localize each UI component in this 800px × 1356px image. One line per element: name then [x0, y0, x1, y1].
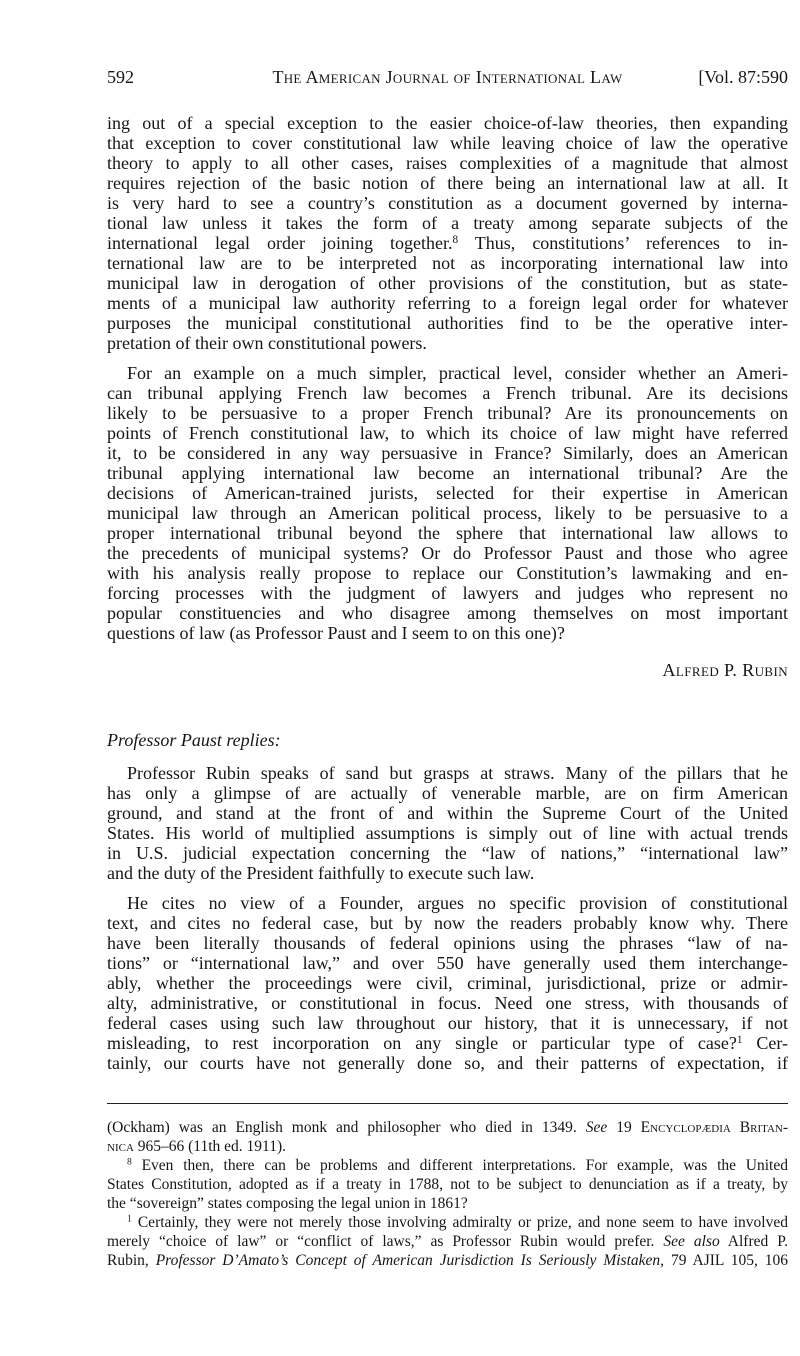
italic-text: Professor D’Amato’s Concept of American Jurisdiction Is Seriously Mistaken,	[155, 1252, 665, 1269]
text-line: and the duty of the President faithfully to execute such law.	[107, 863, 535, 883]
text-run: Even then, there can be problems and different interpretations. For example, was the United	[131, 1157, 788, 1174]
small-caps-text: nica	[107, 1138, 134, 1155]
text-line: the precedents of municipal systems? Or do Professor Paust and those who agree	[107, 543, 788, 563]
text-line: ground, and stand at the front of and within the Supreme Court of the United	[107, 803, 788, 823]
italic-text: See	[585, 1119, 608, 1136]
text-run: 965–66 (11th ed. 1911).	[133, 1138, 286, 1155]
small-caps-text: Encyclopædia Britan-	[640, 1119, 789, 1136]
text-line: municipal law in derogation of other provisions of the constitution, but as state-	[107, 273, 788, 293]
text-line: forcing processes with the judgment of lawyers and judges who represent no	[107, 583, 788, 603]
text-line	[107, 1118, 788, 1137]
text-line	[107, 1033, 788, 1053]
text-line: He cites no view of a Founder, argues no specific provision of constitutional	[127, 893, 788, 913]
footnote-marker: 1	[736, 1033, 743, 1046]
text-run: Certainly, they were not merely those involving admiralty or prize, and none seem to have involved	[131, 1214, 788, 1231]
text-line	[107, 1213, 788, 1232]
text-line: tions” or “international law,” and over 550 have generally used them interchange-	[107, 953, 788, 973]
text-line: proper international tribunal beyond the sphere that international law allows to	[107, 523, 788, 543]
text-line: Professor Rubin speaks of sand but grasps at straws. Many of the pillars that he	[127, 763, 788, 783]
text-line: tional law unless it takes the form of a treaty among separate subjects of the	[107, 213, 788, 233]
text-line: points of French constitutional law, to which its choice of law might have referred	[107, 423, 788, 443]
text-run: Alfred P.	[719, 1233, 789, 1250]
text-line: decisions of American-trained jurists, selected for their expertise in American	[107, 483, 788, 503]
text-line: States Constitution, adopted as if a treaty in 1788, not to be subject to denunciation as if a treaty, by	[107, 1176, 788, 1193]
text-run: misleading, to rest incorporation on any single or particular type of case?	[107, 1033, 737, 1053]
text-line: pretation of their own constitutional powers.	[107, 333, 427, 353]
footnotes	[107, 1118, 788, 1270]
text-line: is very hard to see a country’s constitution as a document governed by interna-	[107, 193, 788, 213]
paragraph	[107, 893, 788, 1073]
text-line: ments of a municipal law authority referring to a foreign legal order for whatever	[107, 293, 788, 313]
text-run: merely “choice of law” or “conflict of laws,” as Professor Rubin would prefer.	[107, 1233, 664, 1250]
section-heading: Professor Paust replies:	[107, 730, 281, 750]
running-header	[107, 66, 788, 88]
text-line: can tribunal applying French law becomes a French tribunal. Are its decisions	[107, 383, 788, 403]
text-line: text, and cites no federal case, but by now the readers probably know why. There	[107, 913, 788, 933]
footnote-continued	[107, 1118, 788, 1156]
paust-reply-body	[107, 763, 788, 1083]
text-run: 19	[607, 1119, 641, 1136]
footnote-8	[107, 1156, 788, 1213]
text-line: likely to be persuasive to a proper French tribunal? Are its pronouncements on	[107, 403, 788, 423]
journal-title: The American Journal of International Law	[272, 67, 623, 87]
text-line: purposes the municipal constitutional authorities find to be the operative inter-	[107, 313, 788, 333]
text-line: requires rejection of the basic notion of there being an international law at all. It	[107, 173, 788, 193]
rubin-letter-body	[107, 113, 788, 653]
text-line: ternational law are to be interpreted not as incorporating international law into	[107, 253, 788, 273]
text-line: in U.S. judicial expectation concerning the “law of nations,” “international law”	[107, 843, 788, 863]
text-line: ably, whether the proceedings were civil, criminal, jurisdictional, prize or admir-	[107, 973, 788, 993]
text-run: Rubin,	[107, 1252, 156, 1269]
text-line: tribunal applying international law become an international tribunal? Are the	[107, 463, 788, 483]
text-line: States. His world of multiplied assumptions is simply out of line with actual trends	[107, 823, 788, 843]
text-run: international legal order joining together.	[107, 233, 453, 253]
footnote-marker: 8	[127, 1156, 132, 1168]
text-line: ing out of a special exception to the easier choice-of-law theories, then expanding	[107, 113, 788, 133]
text-line	[107, 1156, 788, 1175]
text-run: Thus, constitutions’ references to in-	[458, 233, 788, 253]
paragraph	[107, 113, 788, 353]
text-line: with his analysis really propose to replace our Constitution’s lawmaking and en-	[107, 563, 788, 583]
text-run: (Ockham) was an English monk and philosopher who died in 1349.	[107, 1119, 586, 1136]
text-run: Cer-	[742, 1033, 788, 1053]
text-line: it, to be considered in any way persuasive in France? Similarly, does an American	[107, 443, 788, 463]
text-line: municipal law through an American political process, likely to be persuasive to a	[107, 503, 788, 523]
text-line: federal cases using such law throughout our history, that it is unnecessary, if not	[107, 1013, 788, 1033]
volume-citation: [Vol. 87:590	[698, 67, 788, 87]
text-line	[107, 1251, 788, 1270]
text-line: has only a glimpse of are actually of venerable marble, are on firm American	[107, 783, 788, 803]
text-line: popular constituencies and who disagree among themselves on most important	[107, 603, 788, 623]
footnote-1	[107, 1213, 788, 1270]
footnote-marker: 8	[452, 233, 459, 246]
footnote-marker: 1	[127, 1213, 132, 1225]
text-line: theory to apply to all other cases, raises complexities of a magnitude that almost	[107, 153, 788, 173]
text-line	[107, 1232, 788, 1251]
text-line: have been literally thousands of federal opinions using the phrases “law of na-	[107, 933, 788, 953]
page-number: 592	[107, 67, 134, 87]
text-line: questions of law (as Professor Paust and I seem to on this one)?	[107, 623, 565, 643]
text-line: alty, administrative, or constitutional in focus. Need one stress, with thousands of	[107, 993, 788, 1013]
italic-text: See also	[663, 1233, 720, 1250]
paragraph	[107, 363, 788, 643]
paragraph	[107, 763, 788, 883]
text-line	[107, 233, 788, 253]
footnote-divider	[107, 1103, 788, 1104]
author-signature: Alfred P. Rubin	[662, 660, 788, 680]
text-line	[107, 1137, 788, 1156]
text-line: the “sovereign” states composing the legal union in 1861?	[107, 1195, 468, 1212]
text-line: For an example on a much simpler, practical level, consider whether an Ameri-	[127, 363, 788, 383]
text-line: that exception to cover constitutional law while leaving choice of law the operative	[107, 133, 788, 153]
text-run: 79 AJIL 105, 106	[664, 1252, 788, 1269]
text-line: tainly, our courts have not generally done so, and their patterns of expectation, if	[107, 1053, 788, 1073]
